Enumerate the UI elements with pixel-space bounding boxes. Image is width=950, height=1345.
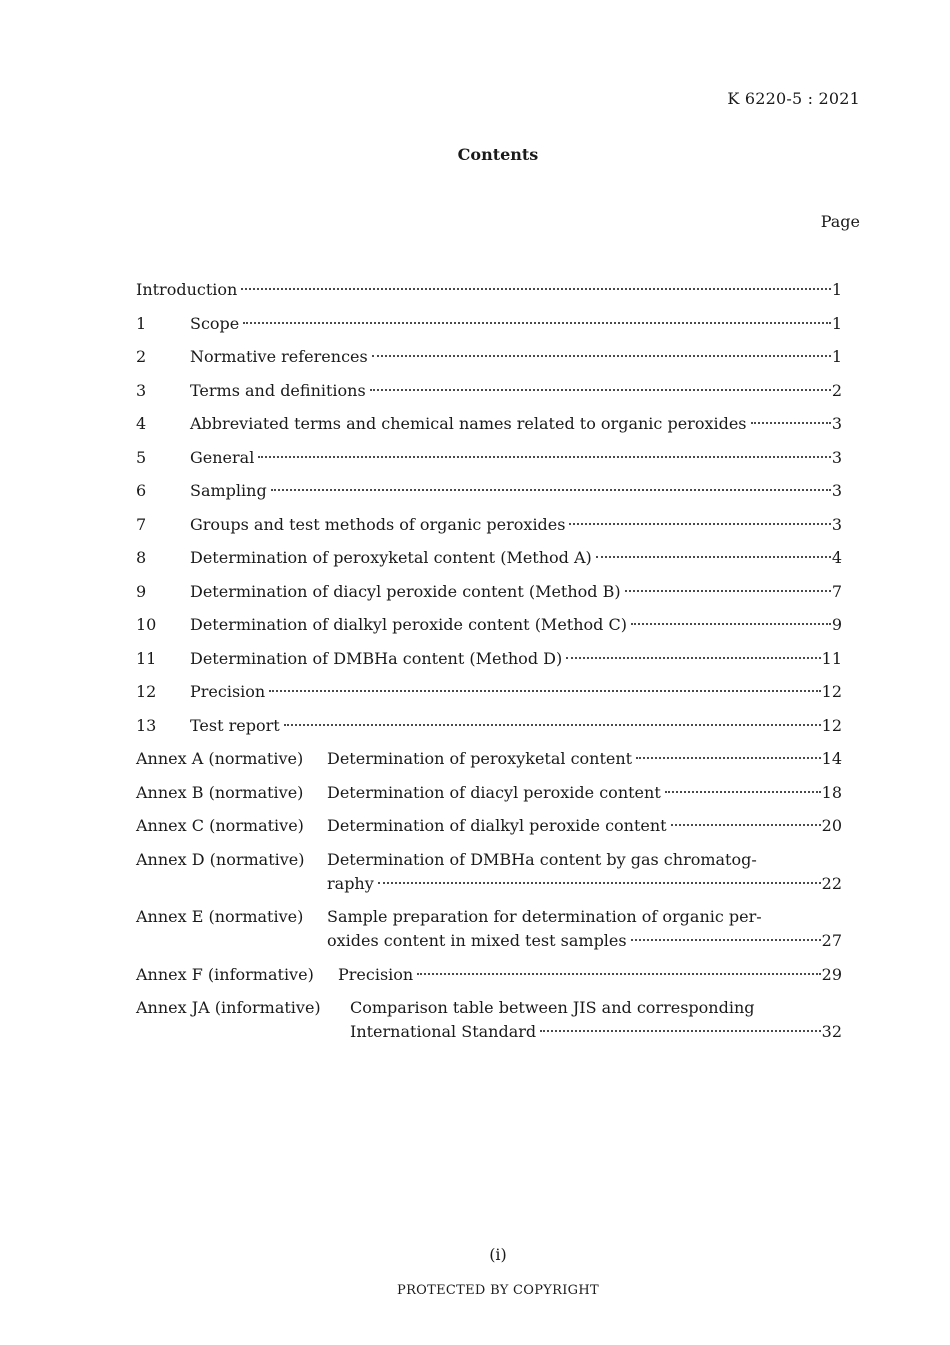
toc-entry-page: 1 xyxy=(831,280,842,299)
toc-entry-title: Terms and definitions xyxy=(190,380,366,400)
toc-entry-page: 2 xyxy=(831,380,842,400)
dot-leader xyxy=(631,623,831,625)
toc-entry-clause[interactable] xyxy=(136,513,842,537)
toc-entry-title: Test report xyxy=(190,715,280,735)
dot-leader xyxy=(269,690,820,692)
toc-entry-title: Abbreviated terms and chemical names related to organic peroxides xyxy=(190,414,747,433)
toc-entry-annex-f[interactable] xyxy=(136,963,842,987)
toc-entry-clause[interactable] xyxy=(136,312,842,336)
dot-leader xyxy=(243,322,831,324)
toc-entry-page: 4 xyxy=(831,548,842,567)
annex-label: Annex D (normative) xyxy=(136,849,305,869)
toc-entry-annex-b[interactable] xyxy=(136,781,842,805)
toc-entry-page: 1 xyxy=(831,313,842,333)
toc-entry-clause[interactable] xyxy=(136,379,842,403)
toc-entry-clause[interactable] xyxy=(136,479,842,503)
toc-entry-page: 7 xyxy=(831,581,842,601)
clause-number: 8 xyxy=(136,548,147,567)
toc-entry-clause[interactable] xyxy=(136,446,842,470)
clause-number: 7 xyxy=(136,514,147,534)
toc-entry-page: 3 xyxy=(831,414,842,433)
annex-label: Annex A (normative) xyxy=(136,749,304,768)
toc-entry-title: Sampling xyxy=(190,481,267,500)
table-of-contents xyxy=(136,278,842,1054)
clause-number: 11 xyxy=(136,648,157,668)
document-code: K 6220-5 : 2021 xyxy=(727,89,860,108)
clause-number: 2 xyxy=(136,347,147,366)
dot-leader xyxy=(417,973,820,975)
toc-entry-title-continued: International Standard xyxy=(350,1022,537,1041)
toc-entry-page: 9 xyxy=(831,615,842,634)
toc-entry-page: 3 xyxy=(831,481,842,500)
toc-entry-page: 20 xyxy=(821,816,842,835)
dot-leader xyxy=(665,791,821,793)
copyright-notice: PROTECTED BY COPYRIGHT xyxy=(397,1283,599,1298)
dot-leader xyxy=(370,389,831,391)
toc-entry-clause[interactable] xyxy=(136,546,842,570)
toc-entry-title: Determination of diacyl peroxide content xyxy=(327,782,661,802)
toc-entry-page: 18 xyxy=(821,782,842,802)
dot-leader xyxy=(636,757,821,759)
toc-entry-clause[interactable] xyxy=(136,647,842,671)
toc-entry-title: Determination of dialkyl peroxide content (Method C) xyxy=(190,615,627,634)
clause-number: 9 xyxy=(136,581,147,601)
clause-number: 6 xyxy=(136,481,147,500)
toc-entry-page: 12 xyxy=(821,715,842,735)
toc-entry-title: Sample preparation for determination of organic per- xyxy=(327,907,762,926)
clause-number: 10 xyxy=(136,615,157,634)
toc-entry-clause[interactable] xyxy=(136,412,842,436)
toc-entry-title-continued: oxides content in mixed test samples xyxy=(327,931,627,950)
toc-entry-page: 12 xyxy=(821,682,842,701)
dot-leader xyxy=(671,824,821,826)
toc-entry-page: 3 xyxy=(831,447,842,467)
toc-entry-annex-a[interactable] xyxy=(136,747,842,771)
dot-leader xyxy=(258,456,830,458)
toc-entry-title: Determination of dialkyl peroxide content xyxy=(327,816,667,835)
contents-title: Contents xyxy=(457,145,539,164)
toc-entry-page: 22 xyxy=(821,873,842,893)
toc-entry-clause[interactable] xyxy=(136,580,842,604)
dot-leader xyxy=(569,523,830,525)
clause-number: 1 xyxy=(136,313,147,333)
page-column-header: Page xyxy=(820,212,860,231)
clause-number: 13 xyxy=(136,715,157,735)
toc-entry-title: General xyxy=(190,447,255,467)
toc-entry-page: 27 xyxy=(821,931,842,950)
toc-entry-clause[interactable] xyxy=(136,680,842,704)
toc-entry-annex-ja[interactable] xyxy=(136,996,842,1044)
dot-leader xyxy=(372,355,831,357)
toc-entry-page: 32 xyxy=(821,1022,842,1041)
annex-label: Annex B (normative) xyxy=(136,782,304,802)
toc-entry-annex-c[interactable] xyxy=(136,814,842,838)
toc-entry-title-continued: raphy xyxy=(327,873,374,893)
toc-entry-title: Normative references xyxy=(190,347,368,366)
page-number: (i) xyxy=(489,1245,507,1264)
toc-entry-page: 3 xyxy=(831,514,842,534)
dot-leader xyxy=(271,489,831,491)
dot-leader xyxy=(596,556,831,558)
toc-entry-clause[interactable] xyxy=(136,345,842,369)
toc-entry-page: 1 xyxy=(831,347,842,366)
toc-entry-title: Groups and test methods of organic peroxides xyxy=(190,514,566,534)
toc-entry-title: Comparison table between JIS and corresponding xyxy=(350,998,755,1017)
annex-label: Annex F (informative) xyxy=(136,964,314,984)
dot-leader xyxy=(241,288,830,290)
toc-entry-introduction[interactable] xyxy=(136,278,842,302)
toc-entry-title: Scope xyxy=(190,313,240,333)
dot-leader xyxy=(566,657,820,659)
toc-entry-page: 14 xyxy=(821,749,842,768)
toc-entry-clause[interactable] xyxy=(136,613,842,637)
clause-number: 5 xyxy=(136,447,147,467)
dot-leader xyxy=(378,882,821,884)
dot-leader xyxy=(540,1030,820,1032)
toc-entry-title: Determination of peroxyketal content xyxy=(327,749,633,768)
toc-entry-annex-d[interactable] xyxy=(136,848,842,896)
toc-entry-title: Precision xyxy=(338,964,414,984)
toc-entry-title: Determination of diacyl peroxide content (Method B) xyxy=(190,581,621,601)
clause-number: 12 xyxy=(136,682,157,701)
clause-number: 4 xyxy=(136,414,147,433)
annex-label: Annex C (normative) xyxy=(136,816,304,835)
toc-entry-title: Introduction xyxy=(136,280,238,299)
toc-entry-annex-e[interactable] xyxy=(136,905,842,953)
toc-entry-clause[interactable] xyxy=(136,714,842,738)
dot-leader xyxy=(631,939,821,941)
annex-label: Annex JA (informative) xyxy=(136,998,321,1017)
dot-leader xyxy=(625,590,831,592)
dot-leader xyxy=(284,724,821,726)
toc-entry-title: Determination of DMBHa content by gas chromatog- xyxy=(327,849,757,869)
dot-leader xyxy=(751,422,831,424)
toc-entry-page: 11 xyxy=(821,648,842,668)
annex-label: Annex E (normative) xyxy=(136,907,304,926)
toc-entry-title: Determination of peroxyketal content (Method A) xyxy=(190,548,592,567)
toc-entry-page: 29 xyxy=(821,964,842,984)
toc-entry-title: Precision xyxy=(190,682,266,701)
clause-number: 3 xyxy=(136,380,147,400)
toc-entry-title: Determination of DMBHa content (Method D) xyxy=(190,648,563,668)
